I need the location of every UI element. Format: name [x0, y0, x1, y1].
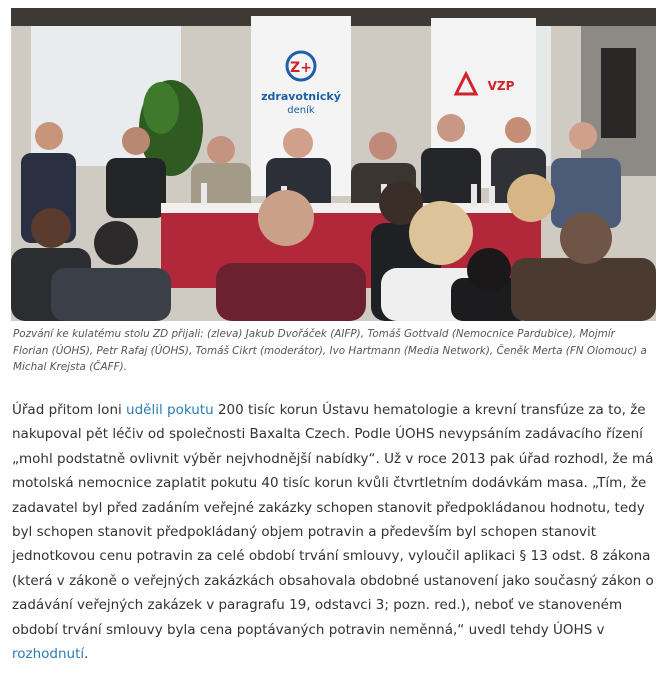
article-text-2: 200 tisíc korun Ústavu hematologie a krevní transfúze za to, že nakupoval pět léčiv od společnosti Baxalta Czech. Podle ÚOHS nevypsáním zadávacího řízení „mohl podstatně ovlivnit výběr nejvhodnější nabídky“. Už v roce 2013 pak úřad rozhodl, že má motolská nemocnice zaplatit pokutu 40 tisíc korun kvůli čtvrtletním dodávkám masa. „Tím, že zadavatel byl před zadáním veřejné zakázky schopen stanovit předpokládanou hodnotu, tedy byl schopen stanovit předpokládaný objem potravin a především byl schopen stanovit jednotkovou cenu potravin za celé období trvání smlouvy, vyloučil aplikaci § 13 odst. 8 zákona (která v zákoně o veřejných zakázkách obsahovala obdobné ustanovení jako současný zákon o zadávání veřejných zakázek v paragrafu 19, odstavci 3; pozn. red.), neboť ve stanoveném období trvání smlouvy byla cena poptávaných potravin neměnná,“ uvedl tehdy ÚOHS v — [12, 402, 654, 638]
article-photo — [11, 8, 656, 321]
article-text-end: . — [84, 646, 89, 663]
round-table-photo — [11, 8, 656, 321]
article-text-1: Úřad přitom loni — [12, 402, 127, 418]
zd-logo-line2: deník — [287, 105, 315, 116]
zd-logo-mark: Z+ — [290, 60, 312, 76]
link-udelil-pokutu[interactable]: udělil pokutu — [126, 402, 214, 418]
link-rozhodnuti[interactable]: rozhodnutí — [12, 646, 85, 663]
vzp-logo-text: VZP — [487, 79, 515, 93]
photo-caption: Pozvání ke kulatému stolu ZD přijali: (zleva) Jakub Dvořáček (AIFP), Tomáš Gottvald (Nemocnice Pardubice), Mojmír Florian (ÚOHS), Petr Rafaj (ÚOHS), Tomáš Cikrt (moderátor), Ivo Hartmann (Media Network), Čeněk Merta (FN Olomouc) a Michal Krejsta (ČAFF). — [13, 328, 647, 373]
zd-logo-line1: zdravotnický — [261, 90, 341, 103]
article-paragraph — [12, 398, 660, 666]
